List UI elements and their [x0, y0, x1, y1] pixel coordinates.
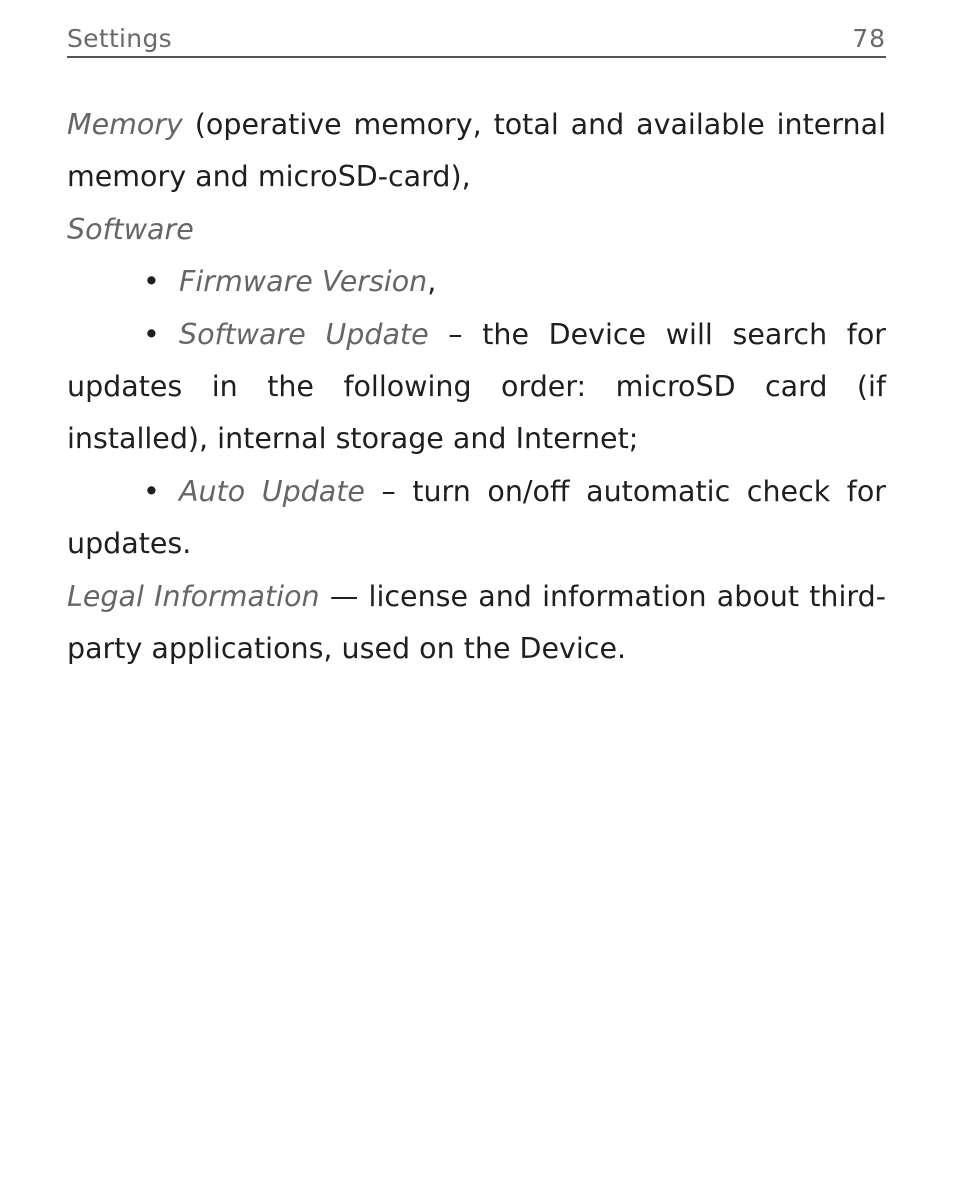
software-update-description: – the Device will search for updates in the following order: microSD card (if installed), internal storage and Internet; — [67, 317, 886, 456]
software-update-term: Software Update — [179, 317, 429, 351]
memory-paragraph — [67, 99, 886, 204]
legal-information-term: Legal Information — [67, 579, 320, 613]
firmware-version-item — [67, 256, 886, 308]
page-number: 78 — [852, 24, 886, 53]
page-header — [67, 22, 886, 58]
memory-term: Memory — [67, 108, 183, 141]
bullet-icon: • — [143, 265, 160, 299]
memory-description: (operative memory, total and available internal memory and microSD-card), — [67, 108, 886, 194]
bullet-icon: • — [143, 474, 160, 508]
firmware-version-term: Firmware Version — [179, 265, 428, 299]
firmware-version-description: , — [427, 265, 437, 299]
auto-update-item — [67, 466, 886, 571]
bullet-icon: • — [143, 317, 160, 351]
software-update-item — [67, 309, 886, 466]
section-title: Settings — [67, 24, 172, 53]
legal-information-paragraph — [67, 571, 886, 676]
auto-update-term: Auto Update — [179, 474, 365, 508]
legal-information-description: — license and information about third-party applications, used on the Device. — [67, 579, 886, 666]
auto-update-description: – turn on/off automatic check for updates. — [67, 474, 886, 561]
software-term: Software — [67, 212, 194, 246]
page-content — [67, 99, 886, 675]
software-heading — [67, 204, 886, 256]
